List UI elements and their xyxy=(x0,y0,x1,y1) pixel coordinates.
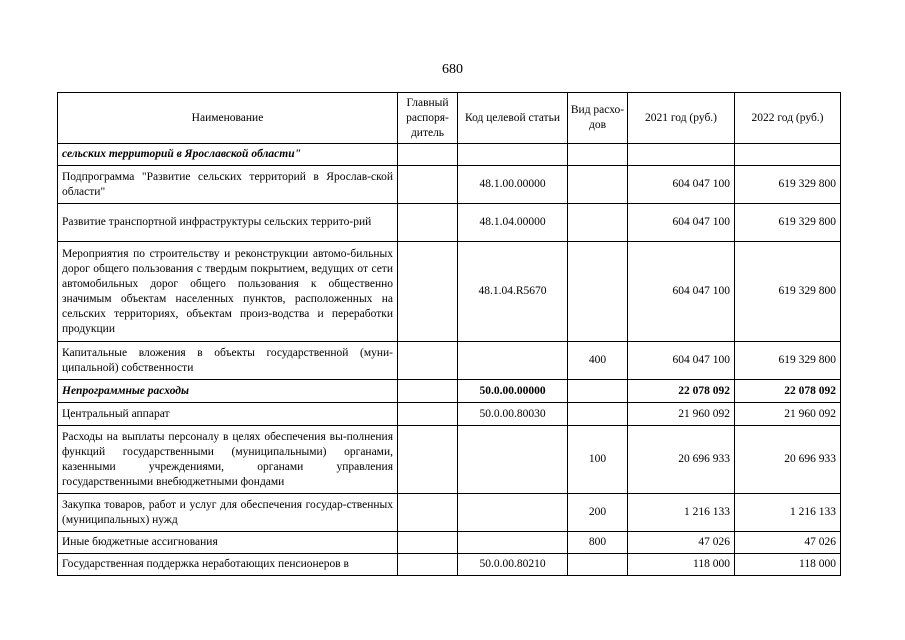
row-2021: 604 047 100 xyxy=(628,242,735,342)
row-kind xyxy=(568,204,628,242)
row-code: 50.0.00.80030 xyxy=(458,403,568,426)
row-admin xyxy=(398,494,458,532)
table-header-row xyxy=(58,93,841,144)
row-name: Непрограммные расходы xyxy=(58,380,398,403)
row-admin xyxy=(398,380,458,403)
row-name: Государственная поддержка неработающих пенсионеров в xyxy=(58,554,398,576)
table-row xyxy=(58,532,841,554)
row-2022: 619 329 800 xyxy=(735,204,841,242)
table-row xyxy=(58,342,841,380)
row-code: 50.0.00.80210 xyxy=(458,554,568,576)
row-2022: 619 329 800 xyxy=(735,242,841,342)
row-kind xyxy=(568,166,628,204)
table-row xyxy=(58,144,841,166)
row-kind: 200 xyxy=(568,494,628,532)
row-kind xyxy=(568,554,628,576)
row-admin xyxy=(398,554,458,576)
row-name: Закупка товаров, работ и услуг для обеспечения государ-ственных (муниципальных) нужд xyxy=(58,494,398,532)
row-2022: 619 329 800 xyxy=(735,166,841,204)
row-name: Центральный аппарат xyxy=(58,403,398,426)
row-2021: 604 047 100 xyxy=(628,166,735,204)
row-code xyxy=(458,342,568,380)
row-2021: 604 047 100 xyxy=(628,204,735,242)
row-2022: 619 329 800 xyxy=(735,342,841,380)
row-admin xyxy=(398,426,458,494)
row-2021 xyxy=(628,144,735,166)
row-name: Иные бюджетные ассигнования xyxy=(58,532,398,554)
row-2021: 118 000 xyxy=(628,554,735,576)
row-code xyxy=(458,426,568,494)
row-code: 50.0.00.00000 xyxy=(458,380,568,403)
row-kind xyxy=(568,403,628,426)
table-row xyxy=(58,403,841,426)
table-row xyxy=(58,166,841,204)
row-2022: 20 696 933 xyxy=(735,426,841,494)
row-name: Мероприятия по строительству и реконструкции автомо-бильных дорог общего пользования с твердым покрытием, ведущих от сети автомобильных дорог общего пользования к общественно значимым объектам населенных пунктов, расположенных на сельских территориях, объектам произ-водства и переработки продукции xyxy=(58,242,398,342)
row-2021: 604 047 100 xyxy=(628,342,735,380)
table-row xyxy=(58,426,841,494)
header-code: Код целевой статьи xyxy=(458,93,568,144)
table-row xyxy=(58,380,841,403)
row-2022: 47 026 xyxy=(735,532,841,554)
row-code: 48.1.00.00000 xyxy=(458,166,568,204)
table-row xyxy=(58,204,841,242)
row-code: 48.1.04.00000 xyxy=(458,204,568,242)
row-2022 xyxy=(735,144,841,166)
row-admin xyxy=(398,532,458,554)
row-code: 48.1.04.R5670 xyxy=(458,242,568,342)
header-2021: 2021 год (руб.) xyxy=(628,93,735,144)
table-row xyxy=(58,494,841,532)
table-row xyxy=(58,242,841,342)
row-2022: 21 960 092 xyxy=(735,403,841,426)
row-kind xyxy=(568,380,628,403)
row-kind: 800 xyxy=(568,532,628,554)
row-2022: 118 000 xyxy=(735,554,841,576)
row-2022: 1 216 133 xyxy=(735,494,841,532)
row-code xyxy=(458,532,568,554)
table-row xyxy=(58,554,841,576)
row-kind xyxy=(568,242,628,342)
header-kind: Вид расхо-дов xyxy=(568,93,628,144)
row-2021: 1 216 133 xyxy=(628,494,735,532)
row-2022: 22 078 092 xyxy=(735,380,841,403)
row-kind: 100 xyxy=(568,426,628,494)
row-admin xyxy=(398,403,458,426)
row-2021: 22 078 092 xyxy=(628,380,735,403)
row-admin xyxy=(398,242,458,342)
header-admin: Главный распоря-дитель xyxy=(398,93,458,144)
row-admin xyxy=(398,144,458,166)
row-name: Подпрограмма "Развитие сельских территорий в Ярослав-ской области" xyxy=(58,166,398,204)
row-admin xyxy=(398,166,458,204)
row-2021: 20 696 933 xyxy=(628,426,735,494)
header-2022: 2022 год (руб.) xyxy=(735,93,841,144)
row-code xyxy=(458,494,568,532)
row-admin xyxy=(398,204,458,242)
header-name: Наименование xyxy=(58,93,398,144)
budget-table xyxy=(57,92,841,576)
row-kind: 400 xyxy=(568,342,628,380)
row-name: сельских территорий в Ярославской области" xyxy=(58,144,398,166)
row-kind xyxy=(568,144,628,166)
row-code xyxy=(458,144,568,166)
row-name: Капитальные вложения в объекты государственной (муни-ципальной) собственности xyxy=(58,342,398,380)
row-name: Расходы на выплаты персоналу в целях обеспечения вы-полнения функций государственными (муниципальными) органами, казенными учреждениями, органами управления государственными внебюджетными фондами xyxy=(58,426,398,494)
row-admin xyxy=(398,342,458,380)
row-2021: 47 026 xyxy=(628,532,735,554)
row-name: Развитие транспортной инфраструктуры сельских террито-рий xyxy=(58,204,398,242)
page-number: 680 xyxy=(442,62,463,77)
row-2021: 21 960 092 xyxy=(628,403,735,426)
